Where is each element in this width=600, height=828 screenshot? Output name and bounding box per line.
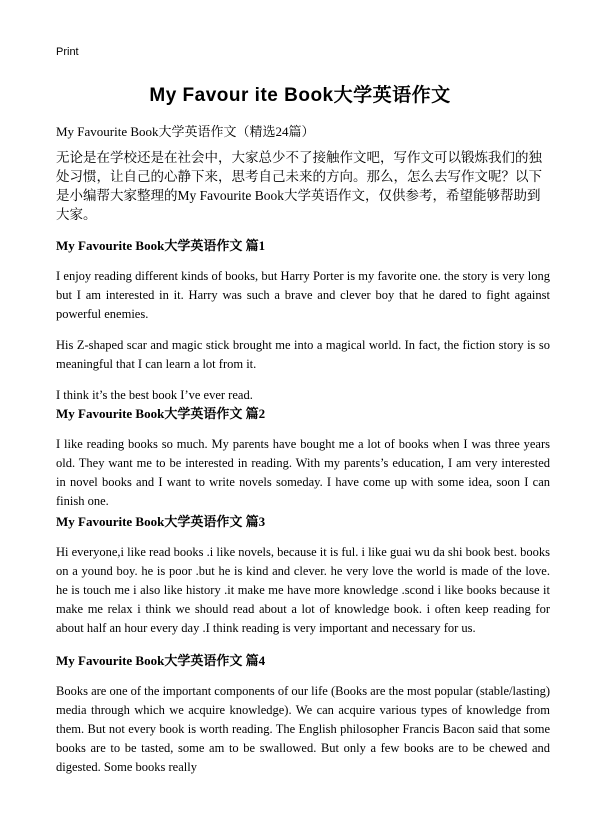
section-paragraph: His Z-shaped scar and magic stick brought me into a magical world. In fact, the fiction story is so meaningful that I can learn a lot from it. xyxy=(56,338,550,371)
section-paragraph: Hi everyone,i like read books .i like novels, because it is ful. i like guai wu da shi book best. books on a yound boy. he is poor .but he is kind and clever. he very love the world is made of the love. he is touch me i also like history .it make me have more knowledge .scond i like books because it make me relax i think we should read about a lot of knowledge book. i often keep reading for about half an hour every day .I think reading is very important and necessary for us. xyxy=(56,545,551,635)
essay-section-1 xyxy=(56,237,550,417)
document-subtitle: My Favourite Book大学英语作文（精选24篇） xyxy=(56,124,315,139)
section-paragraph: Books are one of the important components of our life (Books are the most popular (stable/lasting) media through which we acquire knowledge). We can acquire various types of knowledge from them. But not every book is worth reading. The English philosopher Francis Bacon said that some books are to be tasted, some am to be swallowed. But only a few books are to be chewed and digested. Some books really xyxy=(56,684,550,774)
section-paragraph: I think it’s the best book I’ve ever read. xyxy=(56,388,253,402)
section-paragraph: I like reading books so much. My parents have bought me a lot of books when I was three years old. They want me to be interested in reading. With my parents’s education, I am very interested in novel books and I want to write novels someday. I have come up with some idea, soon I can finish one. xyxy=(56,437,550,508)
section-heading: My Favourite Book大学英语作文 篇4 xyxy=(56,653,266,668)
section-heading: My Favourite Book大学英语作文 篇3 xyxy=(56,514,266,529)
section-heading: My Favourite Book大学英语作文 篇1 xyxy=(56,238,266,253)
section-paragraph: I enjoy reading different kinds of books, but Harry Porter is my favorite one. the story is very long but I am interested in it. Harry was such a brave and clever boy that he dared to fight against powerful enemies. xyxy=(56,269,550,321)
section-heading: My Favourite Book大学英语作文 篇2 xyxy=(56,406,266,421)
essay-section-2 xyxy=(56,405,550,523)
page-title: My Favour ite Book大学英语作文 xyxy=(149,85,451,106)
print-link[interactable]: Print xyxy=(56,46,79,58)
essay-section-4 xyxy=(56,652,550,789)
intro-paragraph: 无论是在学校还是在社会中，大家总少不了接触作文吧，写作文可以锻炼我们的独处习惯，让自己的心静下来，思考自己未来的方向。那么，怎么去写作文呢？以下是小编帮大家整理的My Favourite Book大学英语作文，仅供参考，希望能够帮助到大家。 xyxy=(56,150,542,222)
essay-section-3 xyxy=(56,513,550,650)
